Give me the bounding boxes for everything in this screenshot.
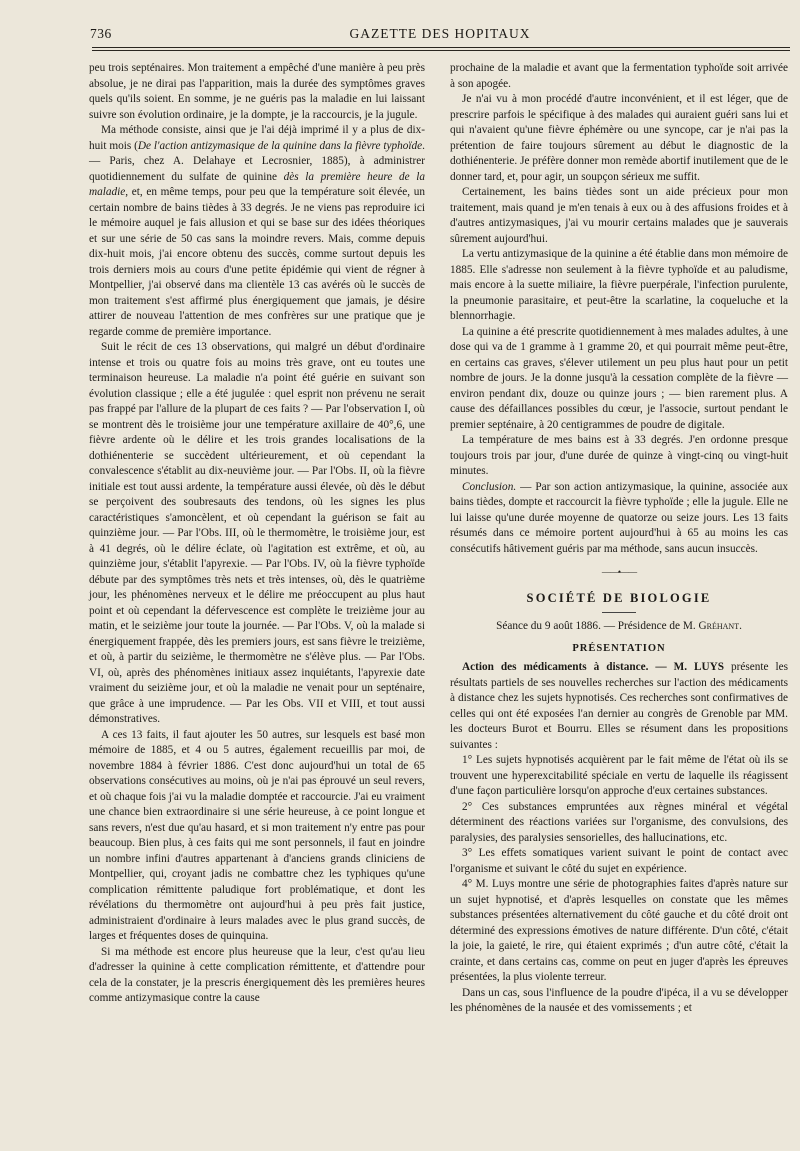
- conclusion-paragraph: Conclusion. — Par son action antizymasique, la quinine, associée aux bains tièdes, dompte et raccourcit la fièvre typhoïde ; elle la jugule. Elle ne lui laisse qu'une durée moyenne de quatorze ou seize jours. Les 13 faits résumés dans ce mémoire portent aujourd'hui à 65 au moins les cas consécutifs hâtivement guéris par ma méthode, sans aucun insuccès.: [450, 480, 788, 555]
- paragraph: 2° Ces substances empruntées aux règnes minéral et végétal déterminent des réactions variées sur l'organisme, des convulsions, des paralysies, des paralysies sensorielles, des hallucinations, etc.: [450, 800, 788, 844]
- paragraph: Certainement, les bains tièdes sont un aide précieux pour mon traitement, mais quand je m'en tenais à eux ou à des affusions froides et à d'autres antizymasiques, j'ai vu mourir certains malades que je sauverais sûrement aujourd'hui.: [450, 186, 788, 245]
- paragraph: prochaine de la maladie et avant que la fermentation typhoïde soit arrivée à son apogée.: [450, 62, 788, 90]
- paragraph: 3° Les effets somatiques varient suivant le point de contact avec l'organisme et suivant le côté du sujet en expérience.: [450, 847, 788, 875]
- section-divider: ——•——: [601, 567, 637, 577]
- paragraph: Si ma méthode est encore plus heureuse que la leur, c'est qu'au lieu d'adresser la quinine à cette complication rémittente, et d'attendre pour cela de la constater, je la prescris énergiquement dès les premières heures comme antizymasique contre la cause: [89, 945, 425, 1004]
- right-column: [450, 61, 788, 1017]
- paragraph: 1° Les sujets hypnotisés acquièrent par le fait même de l'état où ils se trouvent une hyperexcitabilité spéciale en vertu de laquelle ils réagissent d'une façon particulière lorsqu'on approche d'eux certaines substances.: [450, 754, 788, 797]
- short-rule: [602, 612, 636, 613]
- paragraph: La vertu antizymasique de la quinine a été établie dans mon mémoire de 1885. Elle s'adresse non seulement à la fièvre typhoïde et au paludisme, mais encore à la suette miliaire, la fièvre puerpérale, l'infection purulente, la pneumonie parasitaire, et peut-être la scarlatine, la coqueluche et la blennorrhagie.: [450, 248, 788, 322]
- paragraph: peu trois septénaires. Mon traitement a empêché d'une manière à peu près absolue, je ne dirai pas l'apparition, mais la durée des symptômes graves quels qu'ils soient. En somme, je ne guéris pas la maladie en lui laissant suivre son évolution ordinaire, je la dompte, je la raccourcis, je la jugule.: [89, 62, 425, 121]
- paragraph: La température de mes bains est à 33 degrés. J'en ordonne presque toujours trois par jour, d'une durée de quinze à vingt-cinq ou vingt-huit minutes.: [450, 434, 788, 477]
- page-header: [90, 22, 790, 44]
- left-column: [89, 61, 425, 1007]
- paragraph: A ces 13 faits, il faut ajouter les 50 autres, sur lesquels est basé mon mémoire de 1885, et 4 ou 5 autres, également recueillis par moi, de novembre 1884 à février 1886. C'est donc aujourd'hui un total de 65 observations consécutives au moins, où je n'ai pas éprouvé un seul revers, et où chaque fois j'ai vu la maladie domptée et raccourcie. J'ai eu vraiment une chance bien extraordinaire si une série heureuse, à ce point longue et sans revers, n'est due qu'au hasard, et si mon traitement n'y entre pas pour beaucoup. Bien plus, à ces faits qui me sont personnels, il faut en joindre un nombre infini d'autres appartenant à d'anciens grands cliniciens de Montpellier, qui, croyant jadis ne combattre chez les typhiques qu'une complication rémittente paludique fort problématique, et dont les révélations du thermomètre ont aujourd'hui à peu près fait justice, administraient d'ordinaire à leurs malades avec le plus grand succès, de larges et fréquentes doses de quinquina.: [89, 728, 425, 942]
- header-rule-top: [92, 47, 790, 48]
- page-number: 736: [90, 26, 112, 41]
- paragraph: Action des médicaments à distance. — M. LUYS présente les résultats partiels de ses nouvelles recherches sur l'action des médicaments à distance chez les sujets hypnotisés. Ces recherches sont confirmatives de celles qui ont été exposées l'an dernier au congrès de Grenoble par MM. les docteurs Burot et Bourru. Elles se résument dans les propositions suivantes :: [450, 661, 789, 751]
- session-line: Séance du 9 août 1886. — Présidence de M. Gréhant.: [496, 620, 742, 632]
- paragraph: La quinine a été prescrite quotidiennement à mes malades adultes, à une dose qui va de 1 gramme à 1 gramme 20, et qui pourrait même peut-être, en certains cas graves, s'élever utilement un peu plus haut pour un petit nombre de jours. Je la donne jusqu'à la cessation complète de la fièvre — environ pendant dix, douze ou quinze jours ; — bien rarement plus. A cause des défaillances possibles du cœur, je l'associe, surtout pendant le premier septénaire, à 20 centigrammes de poudre de digitale.: [450, 325, 788, 431]
- section-heading: PRÉSENTATION: [572, 642, 666, 654]
- paragraph: Dans un cas, sous l'influence de la poudre d'ipéca, il a vu se développer les phénomènes de la nausée et des vomissements ; et: [450, 986, 788, 1014]
- running-title: GAZETTE DES HOPITAUX: [349, 26, 531, 41]
- header-rule-bottom: [92, 50, 790, 51]
- paragraph: Ma méthode consiste, ainsi que je l'ai déjà imprimé il y a plus de dix-huit mois (De l'action antizymasique de la quinine dans la fièvre typhoïde. — Paris, chez A. Delahaye et Lecrosnier, 1885), à administrer quotidiennement du sulfate de quinine dès la première heure de la maladie, et, en même temps, pour peu que la température soit élevée, un certain nombre de bains tièdes à 33 degrés. Je ne viens pas reproduire ici le mémoire auquel je fais allusion et qui se base sur des idées théoriques et sur une série de 50 cas sans la moindre revers. Mais, comme depuis dix-huit mois, j'ai encore obtenu des succès, comme surtout depuis les trois derniers mois au cours d'une petite épidémie qui vient de régner à Montpellier, j'ai observé dans ma clientèle 13 cas avérés où le succès de mon traitement s'est affirmé plus énergiquement que jamais, je désire attirer de nouveau l'attention de mes confrères sur une pratique que je regarde comme de première importance.: [89, 124, 425, 338]
- society-heading: SOCIÉTÉ DE BIOLOGIE: [526, 590, 712, 605]
- paragraph: Je n'ai vu à mon procédé d'autre inconvénient, et il est léger, que de prescrire parfois le spécifique à des malades qui auraient guéri sans lui et qui n'avaient qu'une fièvre éphémère ou une syncope, car je n'ai pas la prétention de faire toujours sûrement au début le diagnostic de la dothiénenterie. Je préfère donner mon remède abortif inutilement que de le donner tard, et, pour agir, un soupçon sérieux me suffit.: [450, 93, 788, 183]
- paragraph: Suit le récit de ces 13 observations, qui malgré un début d'ordinaire intense et trois ou quatre fois au moins très grave, ont eu toutes une terminaison heureuse. La maladie n'a point été guérie en suivant son évolution classique ; elle a été jugulée : quel esprit non prévenu ne serait pas frappé par l'allure de la plupart de ces faits ? — Par l'observation I, où se montrent dès le troisième jour une température axillaire de 40°,6, une fièvre ardente où le délire et les trois grandes localisations de la dothiénenterie se succèdent ultérieurement, et où cependant la convalescence s'établit au dix-neuvième jour. — Par l'Obs. II, où la fièvre initiale est tout aussi ardente, la température aussi élevée, où dès le début se perçoivent des soubresauts des tendons, où les signes les plus caractéristiques s'amoncèlent, et où cependant la guérison se fait au quinzième jour. — Par l'Obs. III, où le thermomètre, le troisième jour, est à 41 degrés, où le délire éclate, où l'agitation est extrême, et où, au quinzième jour, s'établit l'apyrexie. — Par l'Obs. IV, où la fièvre typhoïde débute par des symptômes très nets et très intenses, où, dès le quatrième jour, les phénomènes nerveux et le délire me préoccupent au plus haut point et où cependant la défervescence est complète le treizième jour au matin, et le seizième jour toute la journée. — Par l'Obs. V, où la malade si énergiquement frappée, dès les premiers jours, est sans fièvre le treizième, et où, à partir du seizième, le thermomètre ne s'élève plus. — Par l'Obs. VI, où, après des phénomènes initiaux assez inquiétants, l'apyrexie date vraiment du seizième jour, et où la maladie ne venait pour un septénaire, que grâce à une imprudence. — Par les Obs. VII et VIII, et tout aussi démonstratives.: [89, 341, 425, 725]
- paragraph: 4° M. Luys montre une série de photographies faites d'après nature sur un sujet hypnotisé, et d'après lesquelles on constate que les mêmes substances présentées alternativement du côté gauche et du côté droit ont déterminé des expressions émotives de nature différente. D'un côté, c'était la joie, la gaieté, le rire, qui étaient exprimés ; d'un autre côté, c'était la crainte, et dans certains cas, comme on peut en juger d'après les épreuves présentées, la plus violente terreur.: [450, 878, 788, 983]
